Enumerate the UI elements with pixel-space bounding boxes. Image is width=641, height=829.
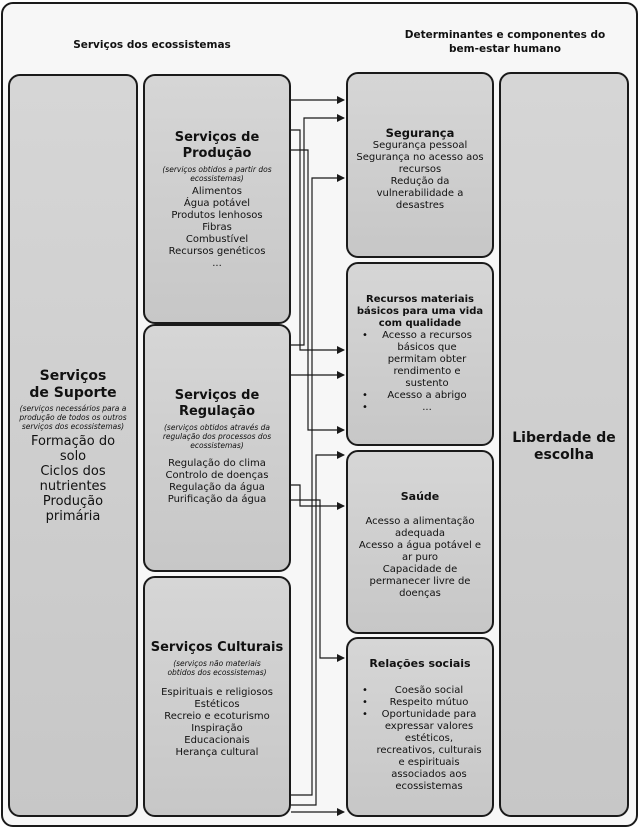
saude-item: Acesso a água potável e (358, 540, 482, 551)
producao-item: Fibras (202, 222, 232, 233)
seguranca-item: Segurança no acesso aos (356, 152, 484, 163)
producao-item: ... (212, 258, 222, 269)
producao-item: Alimentos (192, 186, 242, 197)
regulacao-title-line1: Serviços de (174, 388, 260, 403)
header-human-wellbeing-line2: bem-estar humano (449, 43, 561, 55)
relacoes-title: Relações sociais (369, 657, 471, 670)
recursos-bullet: • ... (348, 402, 478, 414)
seguranca-item: Redução da (390, 176, 450, 187)
seguranca-item: recursos (398, 164, 442, 175)
culturais-item: Educacionais (184, 735, 250, 746)
arrow-producao-recursos (291, 130, 344, 350)
arrow-regulacao-relacoes (291, 500, 344, 658)
producao-item: Produtos lenhosos (171, 210, 263, 221)
saude-item: Acesso a alimentação (365, 516, 475, 527)
suporte-item: Ciclos dos (40, 464, 106, 479)
suporte-item: Produção (42, 494, 104, 509)
regulacao-item: Regulação da água (169, 482, 265, 493)
regulacao-item: Regulação do clima (168, 458, 266, 469)
producao-title-line2: Produção (182, 146, 252, 161)
seguranca-item: vulnerabilidade a (376, 188, 464, 199)
saude-item: Capacidade de (382, 564, 458, 575)
arrow-regulacao-seguranca (291, 118, 344, 345)
arrow-producao-saude (291, 150, 344, 430)
producao-item: Combustível (185, 234, 249, 245)
culturais-item: Recreio e ecoturismo (164, 711, 270, 722)
regulacao-title-line2: Regulação (178, 404, 256, 419)
saude-title: Saúde (400, 490, 440, 503)
arrow-regulacao-saude (291, 485, 344, 506)
liberdade-title-line1: Liberdade de (512, 430, 616, 446)
suporte-item: solo (59, 449, 87, 464)
recursos-bullet: • Acesso a abrigo (348, 390, 478, 402)
culturais-subtitle: (serviços não materiais obtidos dos ecossistemas) (167, 659, 267, 677)
producao-subtitle: (serviços obtidos a partir dos ecossistemas) (162, 165, 272, 183)
arrow-culturais-saude (291, 455, 344, 805)
header-human-wellbeing-line1: Determinantes e componentes do (404, 29, 606, 41)
regulacao-item: Purificação da água (167, 494, 267, 505)
culturais-item: Inspiração (191, 723, 243, 734)
suporte-item: primária (45, 509, 101, 524)
recursos-title-line1: Recursos materiais (366, 294, 474, 305)
saude-item: ar puro (401, 552, 439, 563)
suporte-subtitle: (serviços necessários para a produção de todos os outros serviços dos ecossistemas) (19, 404, 127, 431)
recursos-bullet: • Acesso a recursos básicos que permitam obter rendimento e sustento (348, 330, 478, 390)
saude-item: adequada (395, 528, 445, 539)
producao-title-line1: Serviços de (174, 130, 260, 145)
culturais-item: Herança cultural (175, 747, 259, 758)
seguranca-title: Segurança (385, 126, 455, 140)
culturais-item: Estéticos (194, 699, 240, 710)
relacoes-bullet: • Respeito mútuo (348, 697, 482, 709)
seguranca-item: desastres (395, 200, 445, 211)
recursos-title-line3: com qualidade (378, 318, 462, 329)
culturais-title: Serviços Culturais (150, 640, 284, 655)
suporte-item: Formação do (30, 434, 116, 449)
relacoes-bullet: • Oportunidade para expressar valores estéticos, recreativos, culturais e espirituais associados aos ecossistemas (348, 709, 482, 793)
relacoes-bullet: • Coesão social (348, 685, 482, 697)
regulacao-subtitle: (serviços obtidos através da regulação dos processos dos ecossistemas) (162, 423, 272, 450)
seguranca-item: Segurança pessoal (372, 140, 468, 151)
producao-item: Água potável (183, 198, 251, 209)
recursos-title-line2: básicos para uma vida (356, 306, 484, 317)
suporte-title-line2: de Suporte (29, 385, 117, 401)
arrow-culturais-seguranca (291, 178, 344, 795)
culturais-item: Espirituais e religiosos (161, 687, 273, 698)
suporte-title-line1: Serviços (39, 368, 107, 384)
saude-item: doenças (399, 588, 441, 599)
suporte-item: nutrientes (39, 479, 107, 494)
regulacao-item: Controlo de doenças (165, 470, 269, 481)
saude-item: permanecer livre de (369, 576, 471, 587)
producao-item: Recursos genéticos (168, 246, 266, 257)
liberdade-title-line2: escolha (534, 447, 594, 463)
header-ecosystem-services: Serviços dos ecossistemas (73, 39, 231, 51)
